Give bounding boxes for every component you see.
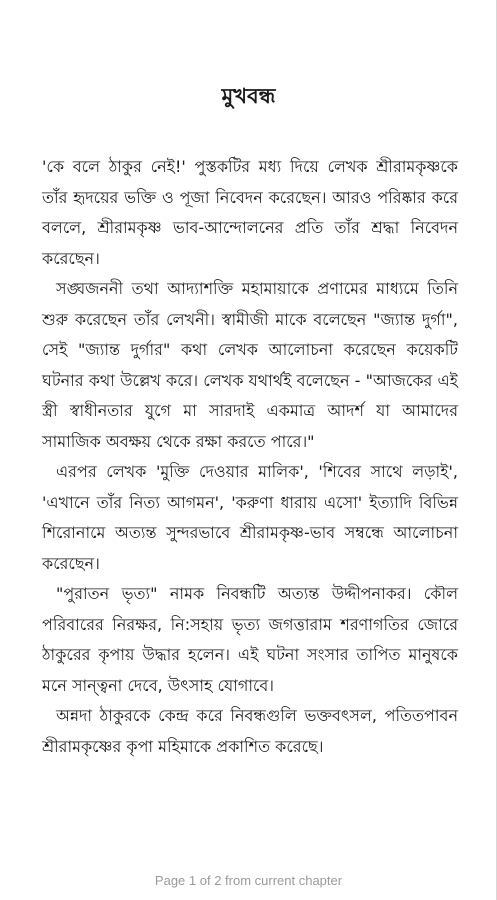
paragraph: "পুরাতন ভৃত্য" নামক নিবন্ধটি অত্যন্ত উদ্দীপনাকর। কৌল পরিবারের নিরক্ষর, নি:সহায় ভৃত্য জগত্তারাম শরণাগতির জোরে ঠাকুরের কৃপায় উদ্ধার হলেন। এই ঘটনা সংসার তাপিত মানুষকে মনে সান্ত্বনা দেবে, উৎসাহ যোগাবে। (42, 584, 458, 695)
paragraph: 'কে বলে ঠাকুর নেই!' পুস্তকটির মধ্য দিয়ে লেখক শ্রীরামকৃষ্ণকে তাঁর হৃদয়ের ভক্তি ও পূজা নিবেদন করেছেন। আরও পরিষ্কার করে বললে, শ্রীরামকৃষ্ণ ভাব-আন্দোলনের প্রতি তাঁর শ্রদ্ধা নিবেদন করেছেন। (42, 157, 458, 268)
chapter-title: মুখবন্ধ (221, 83, 276, 108)
page-indicator: Page 1 of 2 from current chapter (154, 873, 343, 888)
chapter-body (42, 152, 458, 762)
paragraph: অন্নদা ঠাকুরকে কেন্দ্র করে নিবন্ধগুলি ভক্তবৎসল, পতিতপাবন শ্রীরামকৃষ্ণের কৃপা মহিমাকে প্রকাশিত করেছে। (42, 706, 458, 756)
paragraph: এরপর লেখক 'মুক্তি দেওয়ার মালিক', 'শিবের সাথে লড়াই', 'এখানে তাঁর নিত্য আগমন', 'করুণা ধারায় এসো' ইত্যাদি বিভিন্ন শিরোনামে অত্যন্ত সুন্দরভাবে শ্রীরামকৃষ্ণ-ভাব সম্বন্ধে আলোচনা করেছেন। (42, 462, 458, 573)
paragraph: সঙ্ঘজননী তথা আদ্যাশক্তি মহামায়াকে প্রণামের মাধ্যমে তিনি শুরু করেছেন তাঁর লেখনী। স্বামীজী মাকে বলেছেন "জ্যান্ত দুর্গা", সেই "জ্যান্ত দুর্গার" কথা লেখক আলোচনা করেছেন কয়েকটি ঘটনার কথা উল্লেখ করে। লেখক যথার্থই বলেছেন - "আজকের এই স্ত্রী স্বাধীনতার যুগে মা সারদাই একমাত্র আদর্শ যা আমাদের সামাজিক অবক্ষয় থেকে রক্ষা করতে পারে।" (42, 279, 458, 451)
